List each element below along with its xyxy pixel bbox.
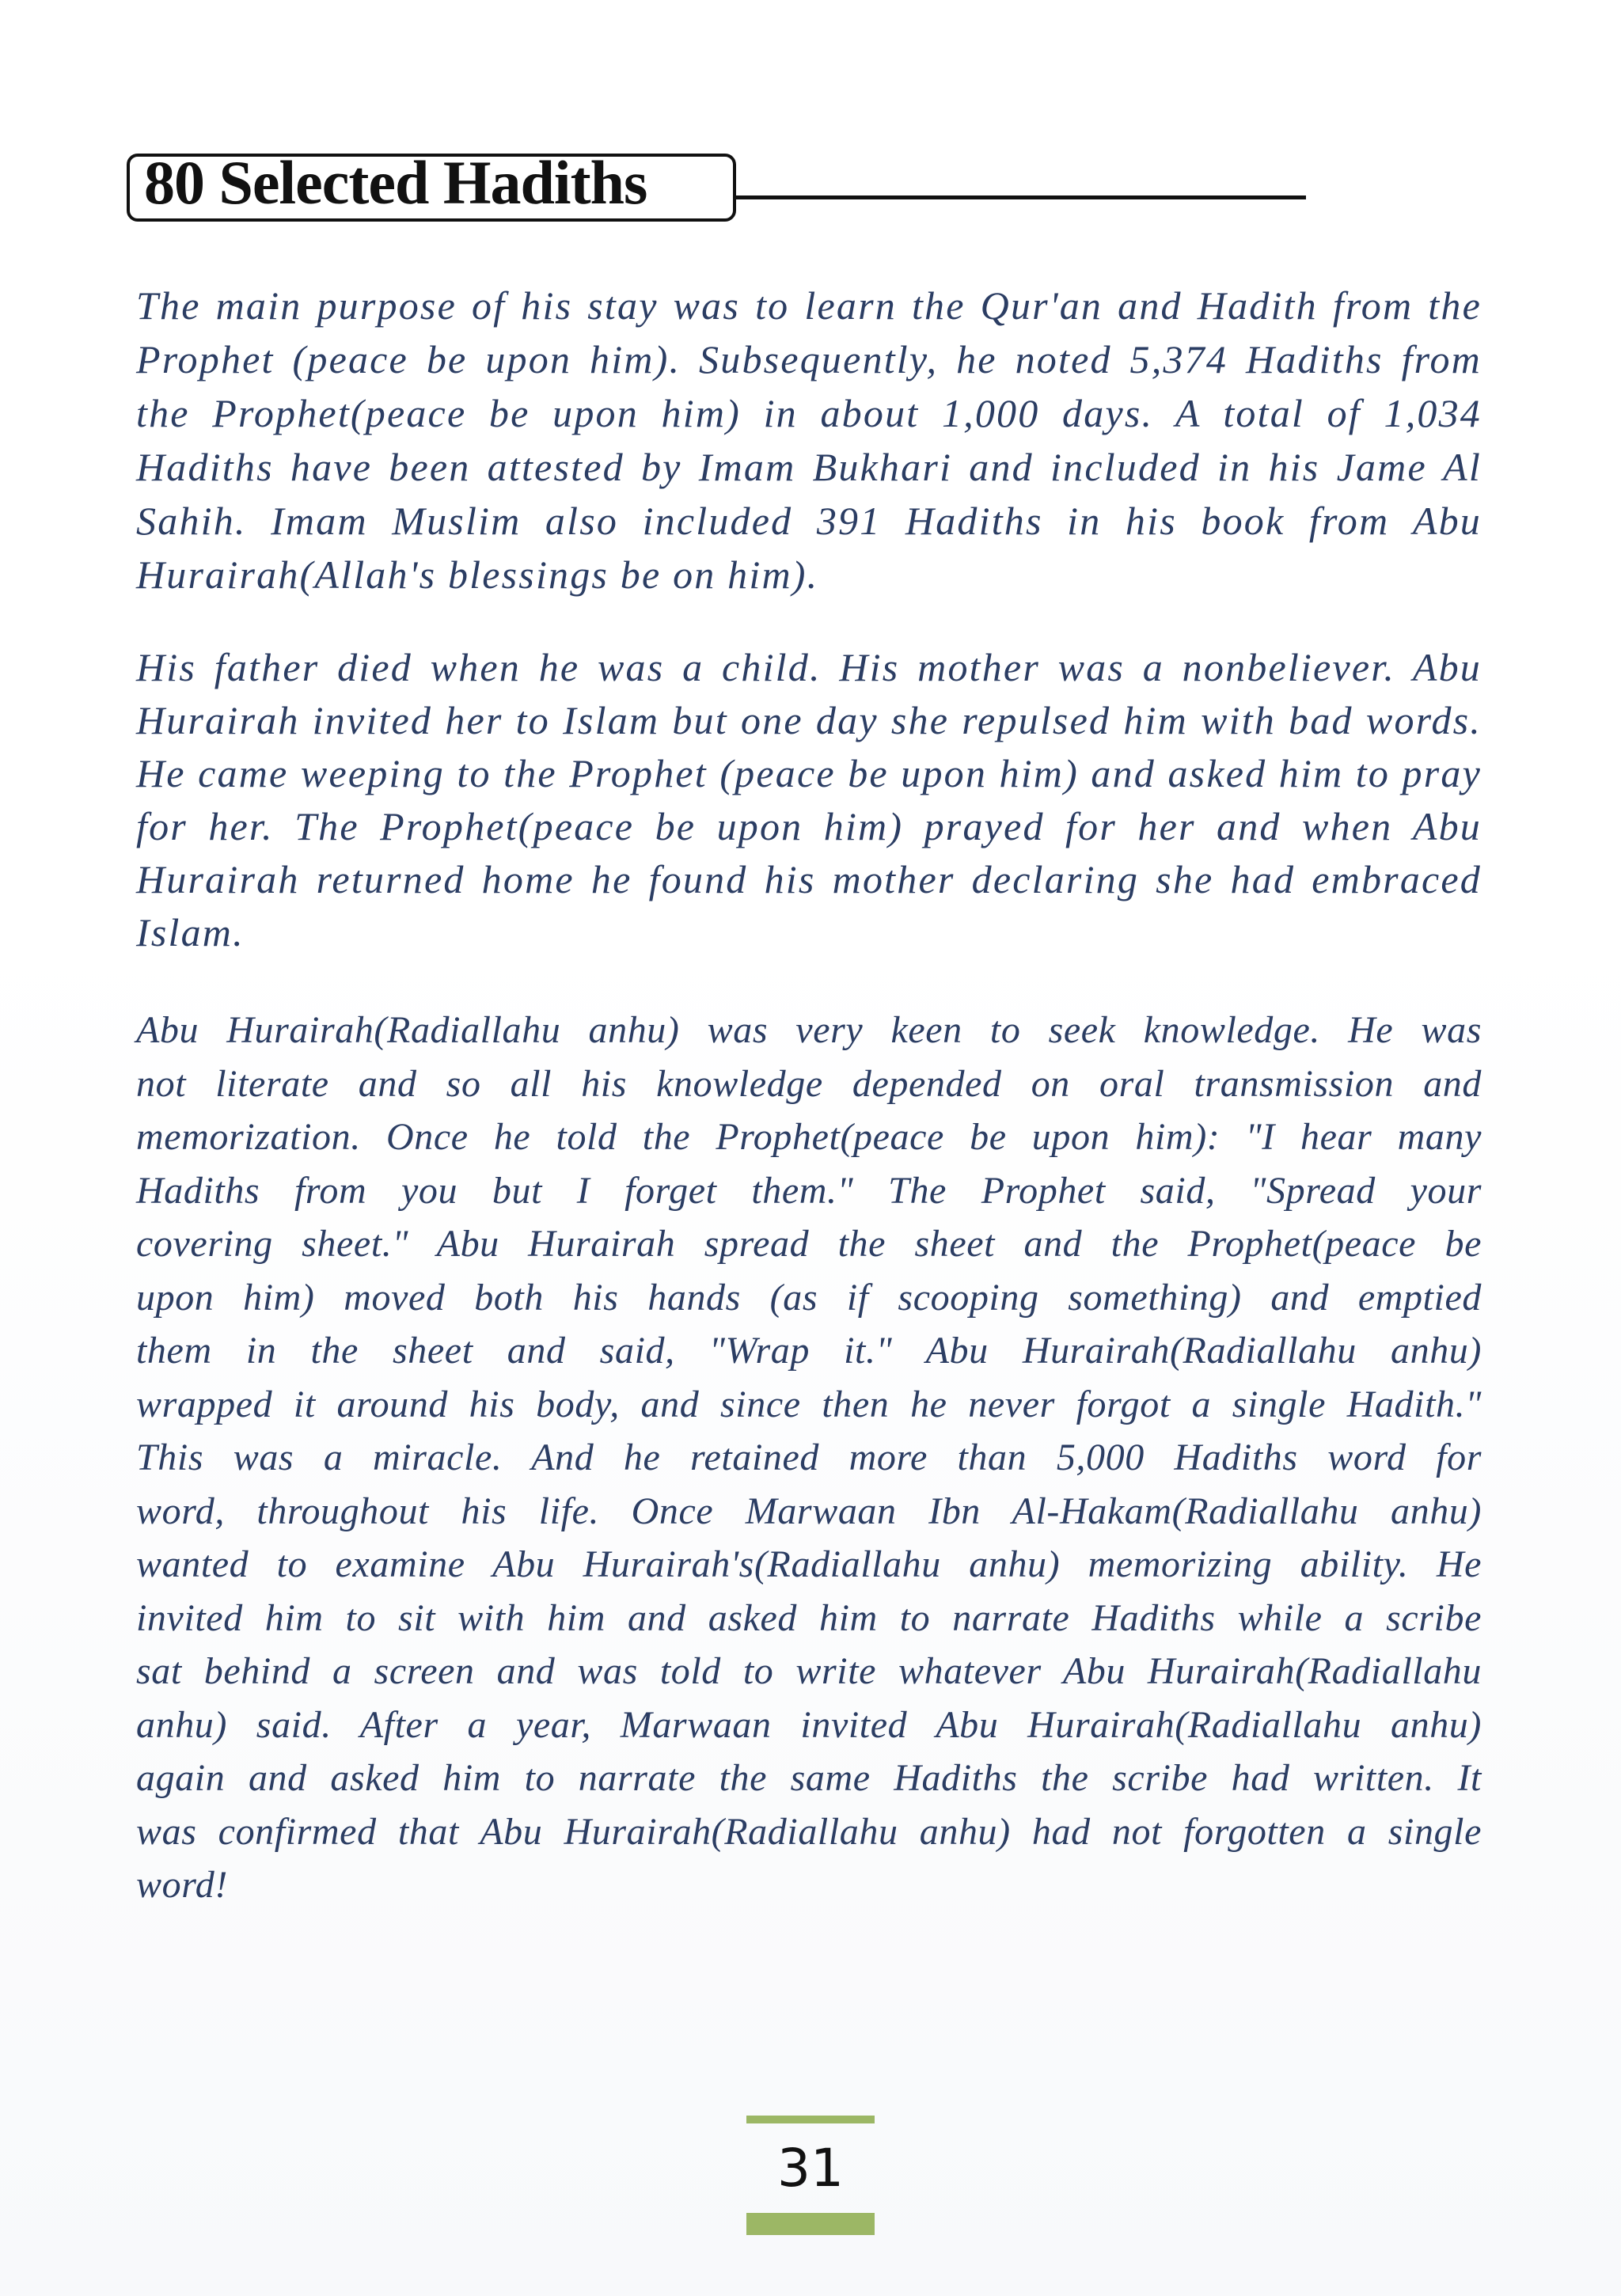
footer-accent-bar-top [746,2116,875,2123]
header-rule [736,195,1306,199]
body-text [136,279,1482,1912]
paragraph-1: The main purpose of his stay was to learn the Qur'an and Hadith from the Prophet (peace be upon him). Subsequently, he noted 5,374 Hadiths from the Prophet(peace be upon him) in about 1,000 days. A total of 1,034 Hadiths have been attested by Imam Bukhari and included in his Jame Al Sahih. Imam Muslim also included 391 Hadiths in his book from Abu Hurairah(Allah's blessings be on him). [136,283,1482,597]
page-title: 80 Selected Hadiths [144,148,647,217]
paragraph-2: His father died when he was a child. His mother was a nonbeliever. Abu Hurairah invited her to Islam but one day she repulsed him with bad words. He came weeping to the Prophet (peace be upon him) and asked him to pray for her. The Prophet(peace be upon him) prayed for her and when Abu Hurairah returned home he found his mother declaring she had embraced Islam. [136,645,1482,954]
footer-accent-bar-bottom [746,2213,875,2235]
page-number: 31 [777,2138,844,2199]
paragraph-3: Abu Hurairah(Radiallahu anhu) was very keen to seek knowledge. He was not literate and so all his knowledge depended on oral transmission and memorization. Once he told the Prophet(peace be upon him): "I hear many Hadiths from you but I forget them." The Prophet said, "Spread your covering sheet." Abu Hurairah spread the sheet and the Prophet(peace be upon him) moved both his hands (as if scooping something) and emptied them in the sheet and said, "Wrap it." Abu Hurairah(Radiallahu anhu) wrapped it around his body, and since then he never forgot a single Hadith." This was a miracle. And he retained more than 5,000 Hadiths word for word, throughout his life. Once Marwaan Ibn Al-Hakam(Radiallahu anhu) wanted to examine Abu Hurairah's(Radiallahu anhu) memorizing ability. He invited him to sit with him and asked him to narrate Hadiths while a scribe sat behind a screen and was told to write whatever Abu Hurairah(Radiallahu anhu) said. After a year, Marwaan invited Abu Hurairah(Radiallahu anhu) again and asked him to narrate the same Hadiths the scribe had written. It was confirmed that Abu Hurairah(Radiallahu anhu) had not forgotten a single word! [136,1009,1482,1906]
